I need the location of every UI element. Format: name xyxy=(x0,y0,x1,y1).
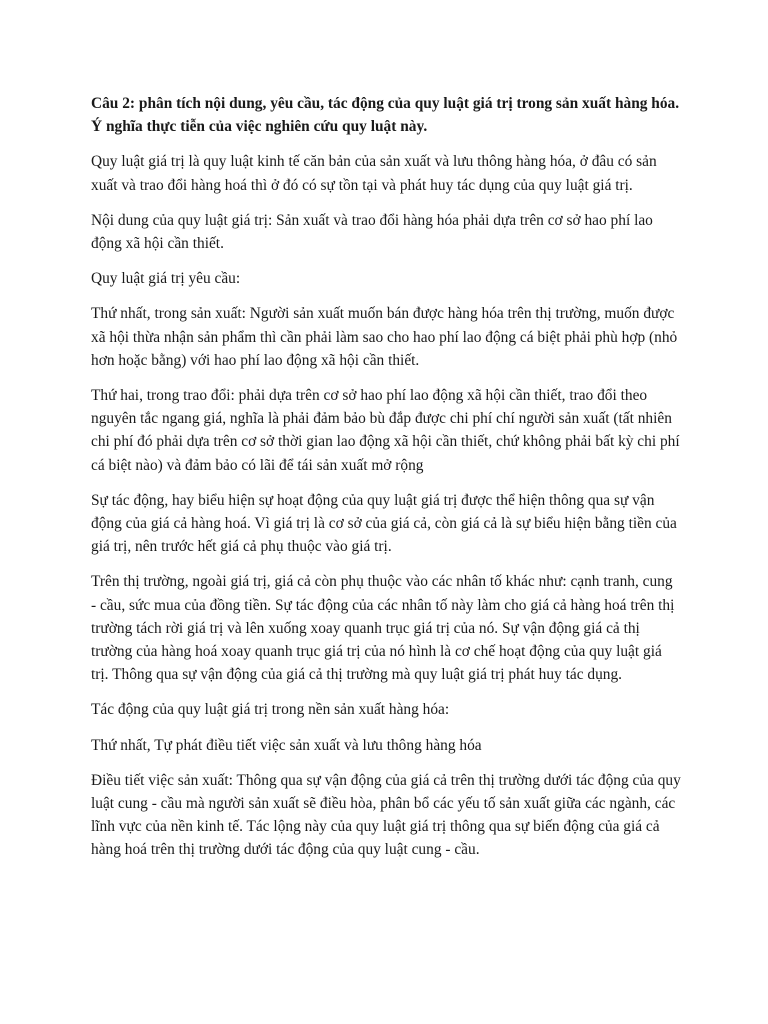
paragraph-production-regulation: Điều tiết việc sản xuất: Thông qua sự vận động của giá cả trên thị trường dưới tác động của quy luật cung - cầu mà người sản xuất sẽ điều hòa, phân bổ các yếu tố sản xuất giữa các ngành, các lĩnh vực của nền kinh tế. Tác lộng này của quy luật giá trị thông qua sự biến động của giá cả hàng hoá trên thị trường dưới tác động của quy luật cung - cầu. xyxy=(91,771,681,859)
question-title: Câu 2: phân tích nội dung, yêu cầu, tác động của quy luật giá trị trong sản xuất hàng hóa. Ý nghĩa thực tiễn của việc nghiên cứu quy luật này. xyxy=(91,95,680,136)
paragraph-first-effect: Thứ nhất, Tự phát điều tiết việc sản xuất và lưu thông hàng hóa xyxy=(91,736,482,754)
paragraph-content: Nội dung của quy luật giá trị: Sản xuất và trao đổi hàng hóa phải dựa trên cơ sở hao phí lao động xã hội cần thiết. xyxy=(91,211,653,253)
paragraph-effects-heading: Tác động của quy luật giá trị trong nền sản xuất hàng hóa: xyxy=(91,701,450,719)
paragraph-requirements-heading: Quy luật giá trị yêu cầu: xyxy=(91,270,241,288)
paragraph-effect-expression: Sự tác động, hay biểu hiện sự hoạt động của quy luật giá trị được thể hiện thông qua sự vận động của giá cả hàng hoá. Vì giá trị là cơ sở của giá cả, còn giá cả là sự biểu hiện bằng tiền của giá trị, nên trước hết giá cả phụ thuộc vào giá trị. xyxy=(91,491,677,556)
paragraph-intro: Quy luật giá trị là quy luật kinh tế căn bản của sản xuất và lưu thông hàng hóa, ở đâu có sản xuất và trao đổi hàng hoá thì ở đó có sự tồn tại và phát huy tác dụng của quy luật giá trị. xyxy=(91,153,657,194)
paragraph-market-factors: Trên thị trường, ngoài giá trị, giá cả còn phụ thuộc vào các nhân tố khác như: cạnh tranh, cung - cầu, sức mua của đồng tiền. Sự tác động của các nhân tố này làm cho giá cả hàng hoá trên thị trường tách rời giá trị và lên xuống xoay quanh trục giá trị của nó. Sự vận động giá cả thị trường của hàng hoá xoay quanh trục giá trị của nó hình là cơ chế hoạt động của quy luật giá trị. Thông qua sự vận động của giá cả thị trường mà quy luật giá trị phát huy tác dụng. xyxy=(91,573,675,684)
document-page xyxy=(91,92,681,874)
paragraph-first-production: Thứ nhất, trong sản xuất: Người sản xuất muốn bán được hàng hóa trên thị trường, muốn được xã hội thừa nhận sản phẩm thì cần phải làm sao cho hao phí lao động cá biệt phải phù hợp (nhỏ hơn hoặc bằng) với hao phí lao động xã hội cần thiết. xyxy=(91,305,678,369)
paragraph-second-exchange: Thứ hai, trong trao đổi: phải dựa trên cơ sở hao phí lao động xã hội cần thiết, trao đổi theo nguyên tắc ngang giá, nghĩa là phải đảm bảo bù đắp được chi phí chí người sản xuất (tất nhiên chi phí đó phải dựa trên cơ sở thời gian lao động xã hội cần thiết, chứ không phải bất kỳ chi phí cá biệt nào) và đảm bảo có lãi để tái sản xuất mở rộng xyxy=(91,387,680,474)
